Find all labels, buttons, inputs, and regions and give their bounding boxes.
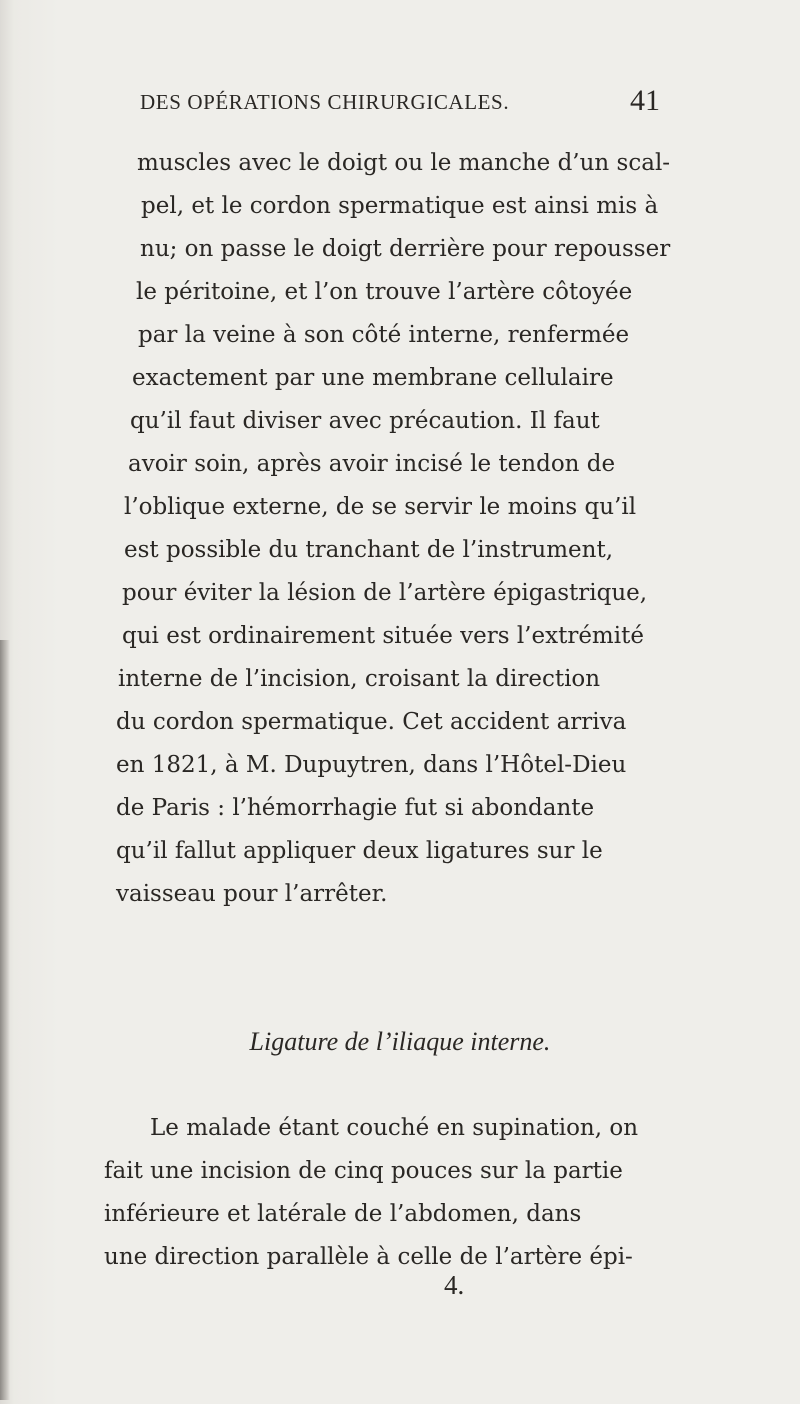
- text-line: par la veine à son côté interne, renfermée: [138, 322, 630, 348]
- text-line: qu’il fallut appliquer deux ligatures sur le: [116, 838, 603, 864]
- text-line: inférieure et latérale de l’abdomen, dans: [104, 1201, 582, 1227]
- running-title: DES OPÉRATIONS CHIRURGICALES.: [140, 90, 510, 114]
- page-number: 41: [630, 84, 660, 117]
- catchword: 4.: [444, 1270, 465, 1300]
- text-line: de Paris : l’hémorrhagie fut si abondante: [116, 795, 595, 821]
- text-line: en 1821, à M. Dupuytren, dans l’Hôtel-Dieu: [116, 752, 627, 778]
- text-line: exactement par une membrane cellulaire: [132, 365, 614, 391]
- text-line: nu; on passe le doigt derrière pour repousser: [140, 236, 671, 262]
- text-line: une direction parallèle à celle de l’artère épi-: [104, 1244, 633, 1270]
- text-line: muscles avec le doigt ou le manche d’un scal-: [137, 150, 671, 176]
- text-line: Le malade étant couché en supination, on: [150, 1115, 639, 1141]
- text-line: vaisseau pour l’arrêter.: [116, 881, 388, 907]
- text-line: l’oblique externe, de se servir le moins qu’il: [124, 494, 637, 520]
- text-line: fait une incision de cinq pouces sur la partie: [104, 1158, 623, 1184]
- text-line: est possible du tranchant de l’instrument,: [124, 537, 614, 563]
- text-line: qu’il faut diviser avec précaution. Il faut: [130, 408, 600, 434]
- section-heading: Ligature de l’iliaque interne.: [249, 1027, 551, 1056]
- text-line: pour éviter la lésion de l’artère épigastrique,: [122, 580, 648, 606]
- running-head: [140, 84, 660, 124]
- text-line: avoir soin, après avoir incisé le tendon de: [128, 451, 616, 477]
- text-line: interne de l’incision, croisant la direction: [118, 666, 601, 692]
- page-gutter-shadow: [0, 640, 10, 1400]
- text-line: le péritoine, et l’on trouve l’artère côtoyée: [136, 279, 633, 305]
- text-line: pel, et le cordon spermatique est ainsi mis à: [141, 193, 659, 219]
- text-line: du cordon spermatique. Cet accident arriva: [116, 709, 627, 735]
- text-line: qui est ordinairement située vers l’extrémité: [122, 623, 644, 649]
